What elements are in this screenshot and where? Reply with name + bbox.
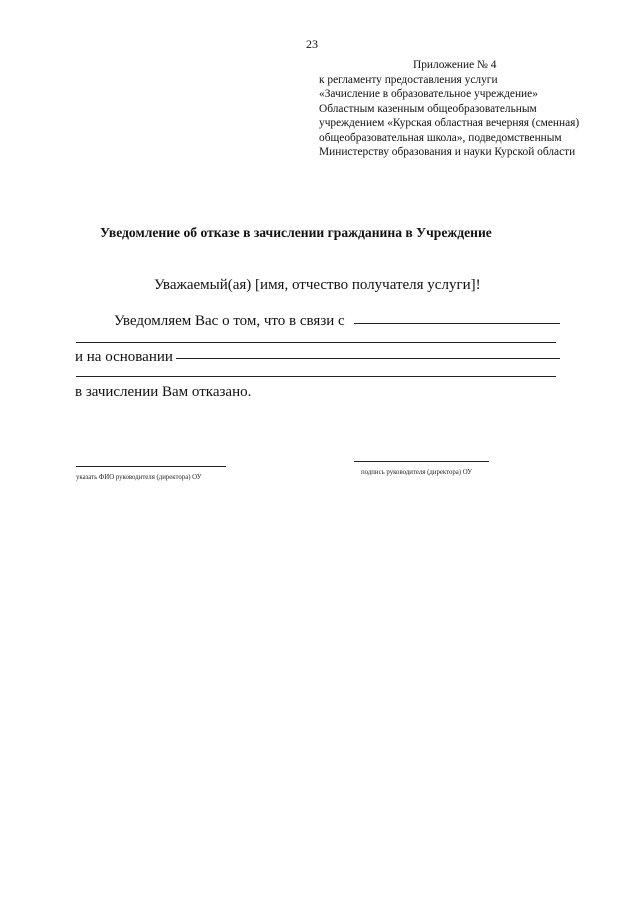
- body-line-1: Уведомляем Вас о том, что в связи с: [114, 313, 345, 329]
- appendix-line: общеобразовательная школа», подведомственным: [319, 131, 562, 144]
- appendix-line: Областным казенным общеобразовательным: [319, 102, 537, 115]
- signature-caption-right: подпись руководителя (директора) ОУ: [361, 469, 473, 476]
- fill-line: [176, 358, 560, 359]
- appendix-line: «Зачисление в образовательное учреждение»: [319, 88, 538, 100]
- document-title: Уведомление об отказе в зачислении гражданина в Учреждение: [100, 225, 492, 240]
- appendix-line: учреждением «Курская областная вечерняя (сменная): [319, 117, 580, 129]
- signature-line-right: [354, 461, 489, 462]
- appendix-line: к регламенту предоставления услуги: [319, 73, 498, 86]
- fill-line: [76, 376, 556, 377]
- appendix-header: [319, 58, 619, 160]
- signature-line-left: [76, 466, 226, 467]
- fill-line: [76, 342, 556, 343]
- fill-line: [354, 323, 560, 324]
- body-line-2: и на основании: [75, 349, 173, 365]
- page-number: 23: [306, 37, 318, 51]
- appendix-line: Министерству образования и науки Курской области: [319, 146, 576, 158]
- signature-caption-left: указать ФИО руководителя (директора) ОУ: [76, 474, 202, 481]
- body-line-3: в зачислении Вам отказано.: [75, 384, 252, 400]
- appendix-title: Приложение № 4: [413, 59, 497, 71]
- salutation: Уважаемый(ая) [имя, отчество получателя услуги]!: [154, 277, 481, 293]
